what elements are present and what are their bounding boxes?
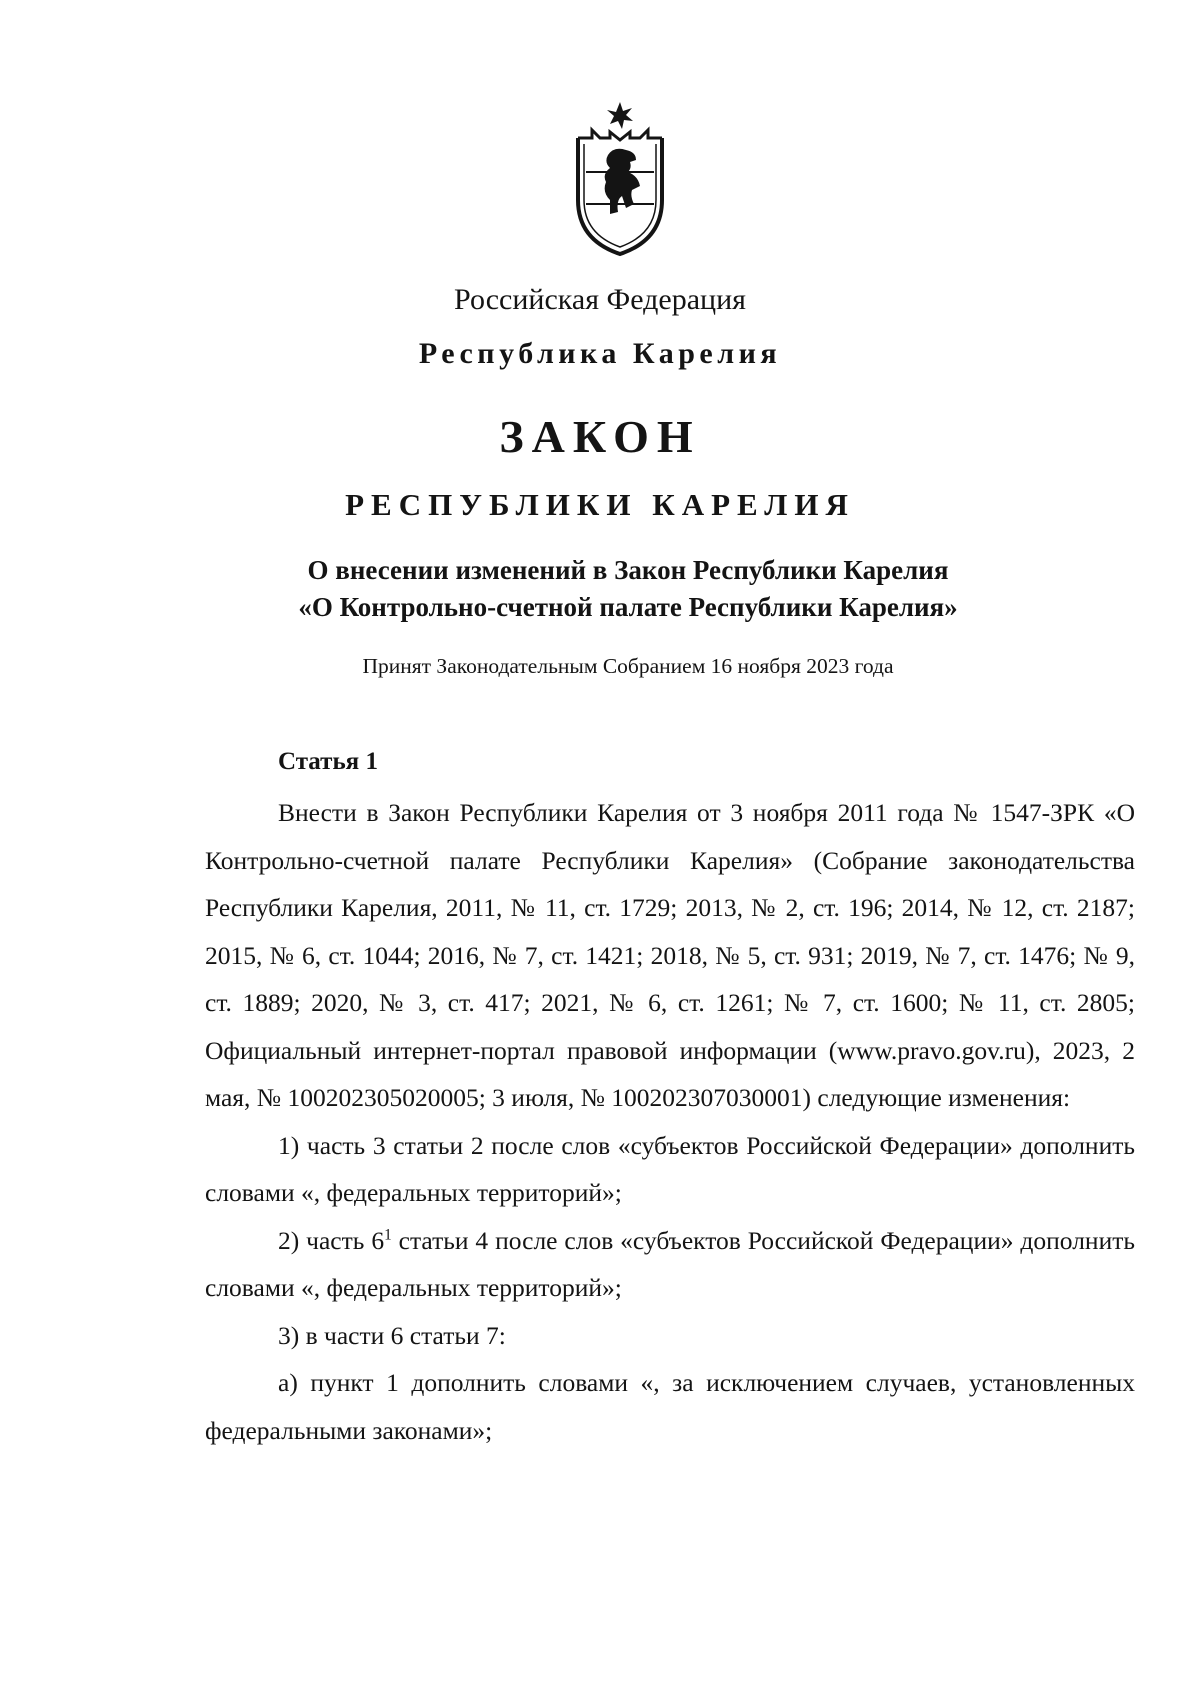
article-heading: Статья 1 — [278, 748, 378, 775]
law-name-line-1: О внесении изменений в Закон Республики Карелия — [307, 555, 949, 585]
article-intro-paragraph: Внести в Закон Республики Карелия от 3 ноября 2011 года № 1547-ЗРК «О Контрольно-счетной палате Республики Карелия» (Собрание законодательства Республики Карелия, 2011, № 11, ст. 1729; 2013, № 2, ст. 196; 2014, № 12, ст. 2187; 2015, № 6, ст. 1044; 2016, № 7, ст. 1421; 2018, № 5, ст. 931; 2019, № 7, ст. 1476; № 9, ст. 1889; 2020, № 3, ст. 417; 2021, № 6, ст. 1261; № 7, ст. 1600; № 11, ст. 2805; Официальный интернет-портал правовой информации (www.pravo.gov.ru), 2023, 2 мая, № 100202305020005; 3 июля, № 100202307030001) следующие изменения: — [205, 798, 1135, 1112]
republic-heading: Республика Карелия — [418, 337, 782, 370]
article-body — [205, 789, 1135, 1454]
item-2-start: 2) часть 6 — [278, 1225, 385, 1255]
article-item-2 — [205, 1217, 1135, 1312]
article-item-3: 3) в части 6 статьи 7: — [278, 1320, 506, 1350]
law-name-line-2: «О Контрольно-счетной палате Республики Карелия» — [298, 592, 958, 622]
adoption-note: Принят Законодательным Собранием 16 ноября 2023 года — [362, 654, 894, 678]
law-title: ЗАКОН — [499, 411, 701, 462]
law-subtitle: РЕСПУБЛИКИ КАРЕЛИЯ — [345, 487, 855, 522]
article-item-3a: а) пункт 1 дополнить словами «, за исключением случаев, установленных федеральными законами»; — [205, 1368, 1135, 1445]
karelia-coat-of-arms-icon — [570, 100, 670, 258]
item-2-superscript: 1 — [384, 1226, 392, 1243]
item-2-end: статьи 4 после слов «субъектов Российской Федерации» дополнить словами «, федеральных территорий»; — [205, 1225, 1135, 1302]
article-item-1: 1) часть 3 статьи 2 после слов «субъектов Российской Федерации» дополнить словами «, федеральных территорий»; — [205, 1130, 1135, 1207]
federation-heading: Российская Федерация — [454, 283, 746, 316]
